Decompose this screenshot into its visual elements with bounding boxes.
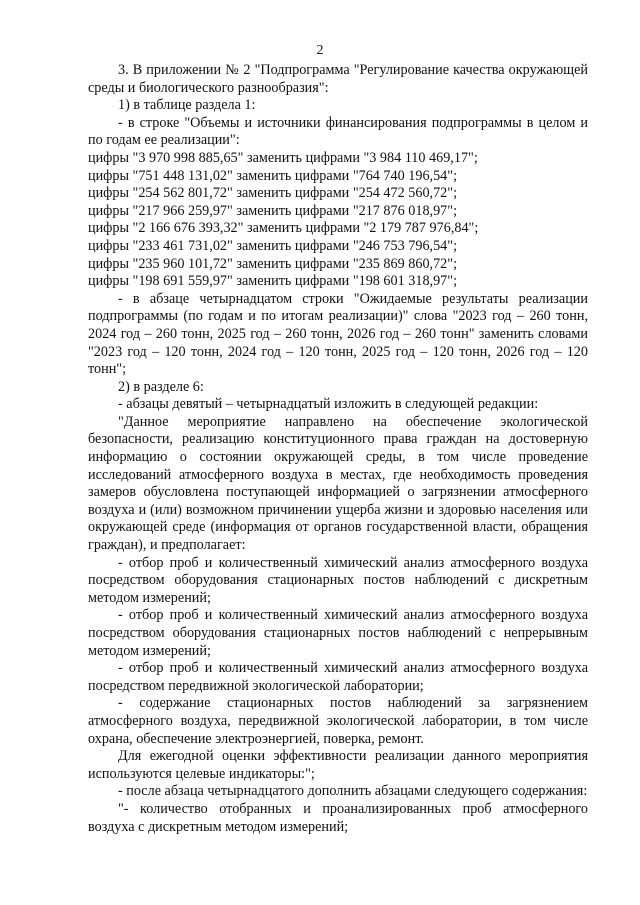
list-item-discrete-sampling: - отбор проб и количественный химический анализ атмосферного воздуха посредством оборудования стационарных постов наблюдений с дискретным методом измерений; bbox=[88, 554, 588, 606]
document-body bbox=[88, 62, 588, 836]
figure-replacement-line: цифры "3 970 998 885,65" заменить цифрами "3 984 110 469,17"; bbox=[88, 149, 478, 166]
figure-replacement-line: цифры "233 461 731,02" заменить цифрами "246 753 796,54"; bbox=[88, 237, 458, 254]
paragraph-expected-results: - в абзаце четырнадцатом строки "Ожидаемые результаты реализации подпрограммы (по годам и по итогам реализации)" слова "2023 год – 260 тонн, 2024 год – 260 тонн, 2025 год – 260 тонн, 2026 год – 260 тонн" заменить словами "2023 год – 120 тонн, 2024 год – 120 тонн, 2025 год – 120 тонн, 2026 год – 120 тонн"; bbox=[88, 290, 588, 378]
list-item-mobile-lab-sampling: - отбор проб и количественный химический анализ атмосферного воздуха посредством передвижной экологической лаборатории; bbox=[88, 660, 588, 694]
page-number: 2 bbox=[316, 43, 324, 58]
paragraph-item-1-table: 1) в таблице раздела 1: bbox=[118, 97, 256, 114]
list-item-maintenance: - содержание стационарных постов наблюдений за загрязнением атмосферного воздуха, передвижной экологической лаборатории, в том числе охрана, обеспечение электроэнергией, поверка, ремонт. bbox=[88, 695, 588, 747]
paragraph-restate-instruction: - абзацы девятый – четырнадцатый изложить в следующей редакции: bbox=[118, 396, 539, 413]
paragraph-item-2-section-6: 2) в разделе 6: bbox=[118, 378, 204, 395]
paragraph-section-3-heading: 3. В приложении № 2 "Подпрограмма "Регулирование качества окружающей среды и биологического разнообразия": bbox=[88, 62, 588, 96]
figure-replacement-line: цифры "217 966 259,97" заменить цифрами "217 876 018,97"; bbox=[88, 202, 458, 219]
paragraph-measure-description: "Данное мероприятие направлено на обеспечение экологической безопасности, реализацию конституционного права граждан на достоверную информацию о состоянии окружающей среды, в том числе проведение исследований атмосферного воздуха в местах, где необходимость проведения замеров обусловлена поступающей информацией о загрязнении атмосферного воздуха и (или) возможном причинении ущерба жизни и здоровью населения или окружающей среде (информация от органов государственной власти, обращения граждан), и предполагает: bbox=[88, 413, 588, 554]
paragraph-financing-row: - в строке "Объемы и источники финансирования подпрограммы в целом и по годам ее реализации": bbox=[88, 114, 588, 149]
list-item-sample-count: "- количество отобранных и проанализированных проб атмосферного воздуха с дискретным методом измерений; bbox=[88, 800, 588, 835]
paragraph-indicators: Для ежегодной оценки эффективности реализации данного мероприятия используются целевые индикаторы:"; bbox=[88, 748, 588, 782]
figure-replacement-line: цифры "198 691 559,97" заменить цифрами "198 601 318,97"; bbox=[88, 273, 458, 290]
figure-replacement-line: цифры "254 562 801,72" заменить цифрами "254 472 560,72"; bbox=[88, 185, 458, 202]
figure-replacement-line: цифры "2 166 676 393,32" заменить цифрами "2 179 787 976,84"; bbox=[88, 220, 479, 237]
figure-replacement-line: цифры "751 448 131,02" заменить цифрами "764 740 196,54"; bbox=[88, 167, 458, 184]
paragraph-add-after-14: - после абзаца четырнадцатого дополнить абзацами следующего содержания: bbox=[118, 783, 588, 800]
list-item-continuous-sampling: - отбор проб и количественный химический анализ атмосферного воздуха посредством оборудования стационарных постов наблюдений с непрерывным методом измерений; bbox=[88, 607, 588, 659]
figure-replacement-line: цифры "235 960 101,72" заменить цифрами "235 869 860,72"; bbox=[88, 255, 458, 272]
